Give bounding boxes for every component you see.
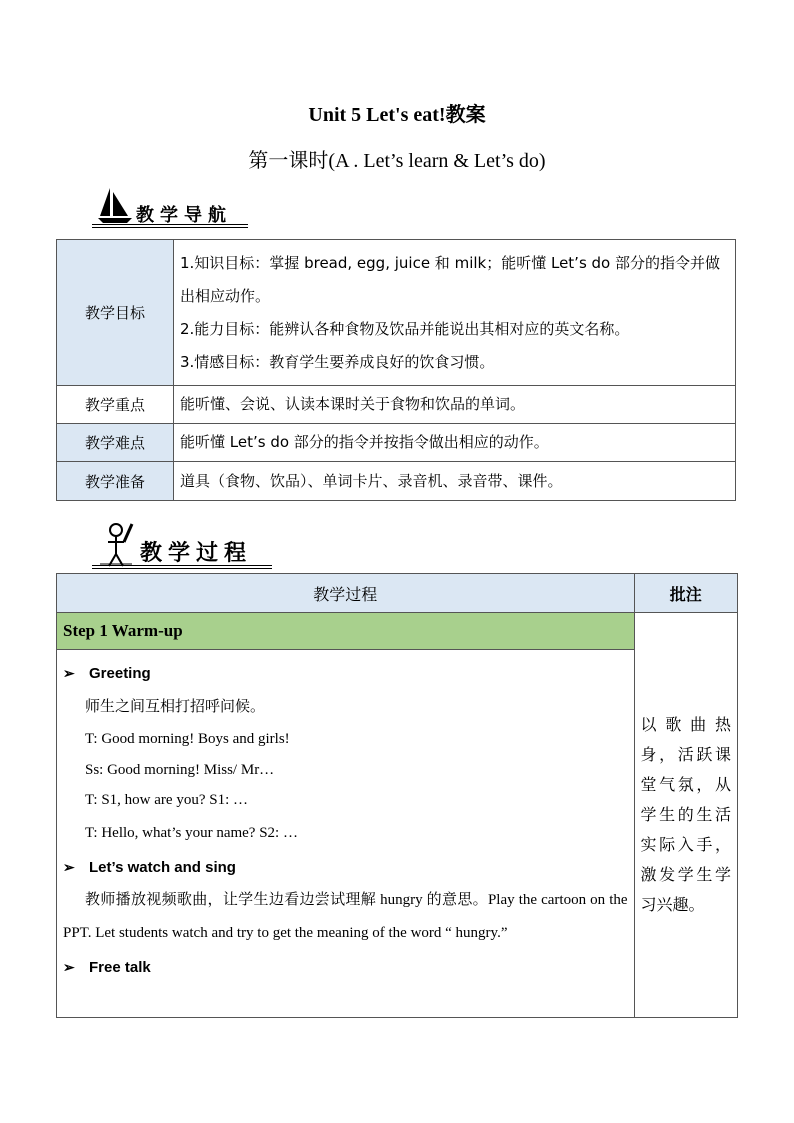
row-label: 教学准备 [57,462,174,501]
table-row [57,386,736,424]
text-line: Ss: Good morning! Miss/ Mr… [85,762,275,778]
list-item [63,850,628,884]
header-note: 批注 [634,574,737,613]
process-table [56,573,738,1018]
arrow-bullet-icon: ➢ [63,859,75,875]
section-label-navigation: 教学导航 [136,205,232,226]
bullet-title: Greeting [89,665,151,682]
arrow-bullet-icon: ➢ [63,959,75,975]
objective-line: 1.知识目标：掌握 bread, egg, juice 和 milk；能听懂 Let’s do 部分的指令并做出相应动作。 [180,253,721,305]
table-row [57,462,736,501]
row-content: 能听懂 Let’s do 部分的指令并按指令做出相应的动作。 [174,424,736,462]
row-content: 道具（食物、饮品）、单词卡片、录音机、录音带、课件。 [174,462,736,501]
section-header-navigation [92,186,248,226]
teacher-pencil-icon [94,520,136,568]
text-line: 师生之间互相打招呼问候。 [85,697,266,715]
bullet-title: Let’s watch and sing [89,859,236,876]
text-paragraph: 教师播放视频歌曲，让学生边看边尝试理解 hungry 的意思。Play the cartoon on the PPT. Let students watch and try to get the meaning of the word “ hungry.” [63,892,628,941]
sailboat-icon [96,186,136,224]
arrow-bullet-icon: ➢ [63,665,75,681]
table-row [57,424,736,462]
text-line: T: Good morning! Boys and girls! [85,731,290,747]
objective-line: 3.情感目标：教育学生要养成良好的饮食习惯。 [180,352,495,371]
bullet-title: Free talk [89,959,151,976]
objective-line: 2.能力目标：能辨认各种食物及饮品并能说出其相对应的英文名称。 [180,319,630,338]
row-label: 教学重点 [57,386,174,424]
document-title: Unit 5 Let's eat!教案 [308,104,486,126]
step-body [57,650,635,1018]
step-title: Step 1 Warm-up [57,613,635,650]
text-line: T: S1, how are you? S1: … [85,792,248,808]
table-row [57,613,738,650]
section-header-process [92,520,272,570]
overview-table [56,239,736,501]
row-label: 教学难点 [57,424,174,462]
row-content: 能听懂、会说、认读本课时关于食物和饮品的单词。 [174,386,736,424]
list-item [63,950,628,984]
section-label-process: 教学过程 [140,541,253,566]
table-row [57,240,736,386]
list-item [63,656,628,690]
header-process: 教学过程 [57,574,635,613]
note-cell: 以歌曲热身，活跃课堂气氛，从学生的生活实际入手，激发学生学习兴趣。 [634,613,737,1018]
row-label: 教学目标 [57,240,174,386]
row-content [174,240,736,386]
document-subtitle: 第一课时(A . Let’s learn & Let’s do) [248,150,546,172]
table-header-row [57,574,738,613]
text-line: T: Hello, what’s your name? S2: … [85,825,298,841]
